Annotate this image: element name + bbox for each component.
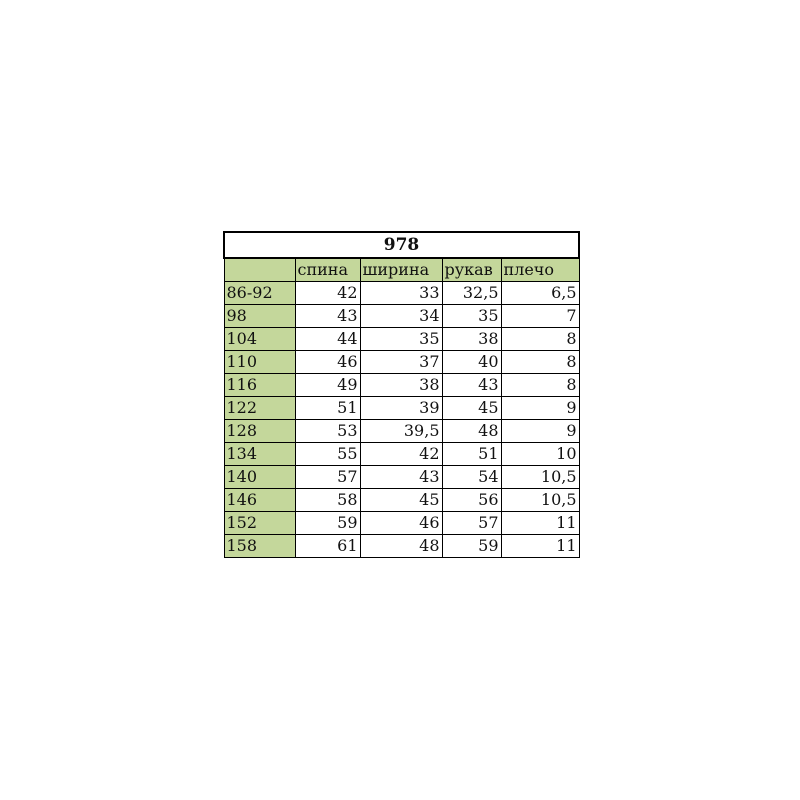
value-cell: 9 bbox=[501, 397, 579, 420]
value-cell: 48 bbox=[442, 420, 501, 443]
value-cell: 10 bbox=[501, 443, 579, 466]
value-cell: 33 bbox=[360, 282, 442, 305]
value-cell: 53 bbox=[295, 420, 360, 443]
table-row bbox=[224, 420, 579, 443]
table-row bbox=[224, 443, 579, 466]
size-cell: 146 bbox=[224, 489, 295, 512]
table-row bbox=[224, 535, 579, 558]
table-title: 978 bbox=[224, 232, 579, 258]
value-cell: 32,5 bbox=[442, 282, 501, 305]
table-row bbox=[224, 466, 579, 489]
size-cell: 116 bbox=[224, 374, 295, 397]
value-cell: 58 bbox=[295, 489, 360, 512]
table-row bbox=[224, 374, 579, 397]
value-cell: 57 bbox=[442, 512, 501, 535]
size-chart-table bbox=[223, 231, 580, 558]
size-cell: 140 bbox=[224, 466, 295, 489]
size-cell: 128 bbox=[224, 420, 295, 443]
table-row bbox=[224, 512, 579, 535]
value-cell: 6,5 bbox=[501, 282, 579, 305]
value-cell: 43 bbox=[360, 466, 442, 489]
value-cell: 7 bbox=[501, 305, 579, 328]
value-cell: 46 bbox=[360, 512, 442, 535]
value-cell: 39 bbox=[360, 397, 442, 420]
value-cell: 51 bbox=[442, 443, 501, 466]
value-cell: 34 bbox=[360, 305, 442, 328]
value-cell: 55 bbox=[295, 443, 360, 466]
table-row bbox=[224, 328, 579, 351]
value-cell: 38 bbox=[360, 374, 442, 397]
header-cell-sleeve: рукав bbox=[442, 258, 501, 282]
header-cell-size bbox=[224, 258, 295, 282]
header-cell-back: спина bbox=[295, 258, 360, 282]
value-cell: 8 bbox=[501, 328, 579, 351]
value-cell: 57 bbox=[295, 466, 360, 489]
header-cell-shoulder: плечо bbox=[501, 258, 579, 282]
value-cell: 56 bbox=[442, 489, 501, 512]
value-cell: 51 bbox=[295, 397, 360, 420]
header-cell-width: ширина bbox=[360, 258, 442, 282]
value-cell: 42 bbox=[295, 282, 360, 305]
value-cell: 35 bbox=[442, 305, 501, 328]
table-row bbox=[224, 282, 579, 305]
value-cell: 46 bbox=[295, 351, 360, 374]
value-cell: 11 bbox=[501, 512, 579, 535]
value-cell: 48 bbox=[360, 535, 442, 558]
value-cell: 9 bbox=[501, 420, 579, 443]
value-cell: 59 bbox=[295, 512, 360, 535]
value-cell: 38 bbox=[442, 328, 501, 351]
value-cell: 61 bbox=[295, 535, 360, 558]
value-cell: 8 bbox=[501, 351, 579, 374]
title-row bbox=[224, 232, 579, 258]
value-cell: 10,5 bbox=[501, 466, 579, 489]
value-cell: 11 bbox=[501, 535, 579, 558]
value-cell: 42 bbox=[360, 443, 442, 466]
size-cell: 98 bbox=[224, 305, 295, 328]
header-row bbox=[224, 258, 579, 282]
value-cell: 43 bbox=[442, 374, 501, 397]
value-cell: 49 bbox=[295, 374, 360, 397]
value-cell: 10,5 bbox=[501, 489, 579, 512]
table-row bbox=[224, 397, 579, 420]
value-cell: 45 bbox=[360, 489, 442, 512]
size-cell: 152 bbox=[224, 512, 295, 535]
value-cell: 35 bbox=[360, 328, 442, 351]
size-cell: 110 bbox=[224, 351, 295, 374]
value-cell: 44 bbox=[295, 328, 360, 351]
size-cell: 134 bbox=[224, 443, 295, 466]
value-cell: 8 bbox=[501, 374, 579, 397]
table-row bbox=[224, 351, 579, 374]
value-cell: 59 bbox=[442, 535, 501, 558]
table-row bbox=[224, 305, 579, 328]
table-row bbox=[224, 489, 579, 512]
value-cell: 45 bbox=[442, 397, 501, 420]
value-cell: 54 bbox=[442, 466, 501, 489]
size-cell: 104 bbox=[224, 328, 295, 351]
value-cell: 43 bbox=[295, 305, 360, 328]
value-cell: 40 bbox=[442, 351, 501, 374]
size-cell: 122 bbox=[224, 397, 295, 420]
value-cell: 39,5 bbox=[360, 420, 442, 443]
size-cell: 86-92 bbox=[224, 282, 295, 305]
value-cell: 37 bbox=[360, 351, 442, 374]
size-cell: 158 bbox=[224, 535, 295, 558]
